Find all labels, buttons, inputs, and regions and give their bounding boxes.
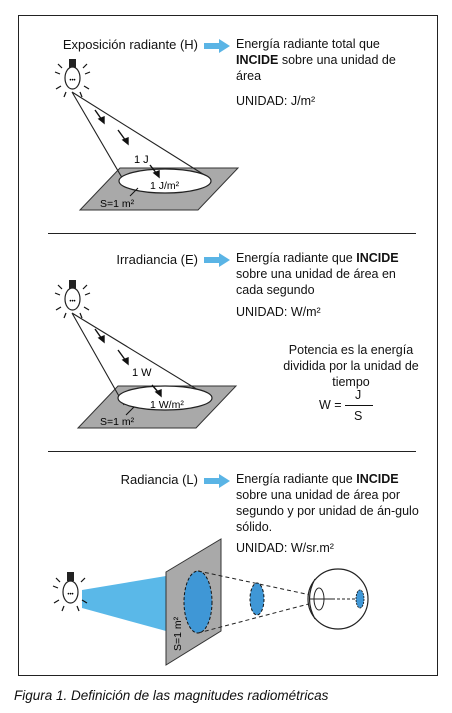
beam-label: 1 J bbox=[134, 154, 149, 166]
radiance-diagram bbox=[0, 451, 452, 676]
spot-label: 1 J/m² bbox=[150, 180, 180, 192]
exposure-diagram bbox=[0, 0, 452, 233]
section-description: Energía radiante que INCIDE sobre una unidad de área en cada segundo bbox=[236, 251, 399, 297]
area-label: S=1 m² bbox=[100, 198, 135, 210]
light-bulb-icon bbox=[55, 59, 90, 97]
section-description: Energía radiante total que INCIDE sobre una unidad de área bbox=[236, 37, 396, 83]
eye-icon bbox=[308, 569, 368, 629]
svg-text:•••: ••• bbox=[69, 299, 76, 305]
figure-caption: Figura 1. Definición de las magnitudes radiométricas bbox=[14, 688, 329, 703]
unit-text: UNIDAD: W/sr.m² bbox=[236, 541, 334, 555]
area-label: S=1 m² bbox=[100, 416, 135, 428]
svg-text:•••: ••• bbox=[67, 592, 74, 598]
power-note: Potencia es la energía dividida por la unidad de tiempo bbox=[283, 343, 419, 389]
solid-angle-section bbox=[250, 583, 264, 615]
radiance-beam bbox=[82, 576, 166, 631]
beam-arrows bbox=[95, 110, 159, 177]
section-label-exposicion: Exposición radiante (H) bbox=[62, 37, 198, 52]
projected-area bbox=[184, 571, 212, 633]
beam-label: 1 W bbox=[132, 367, 152, 379]
formula-lhs: W = bbox=[319, 398, 342, 412]
section-description: Energía radiante que INCIDE sobre una unidad de área por segundo y por unidad de án-gulo sólido. bbox=[236, 472, 419, 534]
area-label: S=1 m² bbox=[172, 616, 184, 651]
light-bulb-icon bbox=[53, 572, 87, 611]
light-bulb-icon bbox=[55, 280, 90, 318]
unit-text: UNIDAD: J/m² bbox=[236, 94, 316, 108]
section-label-irradiancia: Irradiancia (E) bbox=[116, 252, 198, 267]
spot-label: 1 W/m² bbox=[150, 399, 184, 411]
unit-text: UNIDAD: W/m² bbox=[236, 305, 321, 319]
svg-text:•••: ••• bbox=[69, 78, 76, 84]
formula-numerator: J bbox=[355, 388, 362, 402]
formula-denominator: S bbox=[354, 409, 363, 423]
irradiance-diagram bbox=[0, 233, 452, 451]
section-label-radiancia: Radiancia (L) bbox=[120, 472, 198, 487]
